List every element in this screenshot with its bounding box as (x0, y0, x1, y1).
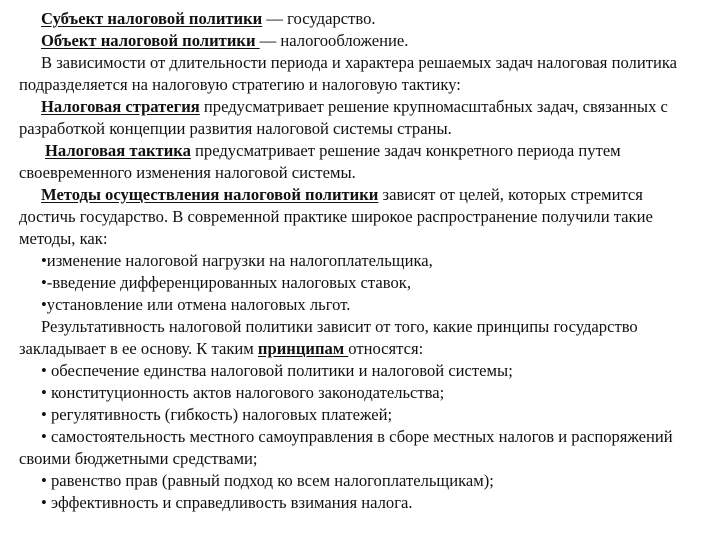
tactics-keyword: Налоговая тактика (45, 141, 191, 160)
principles-paragraph (19, 316, 703, 360)
principle-item: • эффективность и справедливость взимания налога. (41, 493, 413, 512)
tactics-text: предусматривает решение задач конкретного периода путем своевременного изменения налоговой системы. (19, 141, 621, 182)
principles-text-after: относятся: (348, 339, 424, 358)
methods-paragraph (19, 184, 703, 250)
subject-line (19, 8, 703, 30)
classification-paragraph: В зависимости от длительности периода и характера решаемых задач налоговая политика подразделяется на налоговую стратегию и налоговую тактику: (19, 53, 678, 94)
strategy-keyword: Налоговая стратегия (41, 97, 200, 116)
principle-item: • самостоятельность местного самоуправления в сборе местных налогов и распоряжений своими бюджетными средствами; (19, 427, 673, 468)
subject-keyword: Субъект налоговой политики (41, 9, 263, 28)
document-body (19, 8, 703, 514)
tactics-paragraph (19, 140, 703, 184)
object-line (19, 30, 703, 52)
principle-item: • обеспечение единства налоговой политики и налоговой системы; (41, 361, 513, 380)
methods-keyword: Методы осуществления налоговой политики (41, 185, 379, 204)
method-item: •изменение налоговой нагрузки на налогоплательщика, (41, 251, 433, 270)
subject-text: — государство. (262, 9, 376, 28)
principle-item: • равенство прав (равный подход ко всем налогоплательщикам); (41, 471, 494, 490)
principles-text-before: Результативность налоговой политики зависит от того, какие принципы государство закладывает в ее основу. К таким (19, 317, 638, 358)
principle-item: • конституционность актов налогового законодательства; (41, 383, 445, 402)
object-keyword: Объект налоговой политики (41, 31, 260, 50)
strategy-paragraph (19, 96, 703, 140)
principle-item: • регулятивность (гибкость) налоговых платежей; (41, 405, 393, 424)
method-item: •-введение дифференцированных налоговых ставок, (41, 273, 411, 292)
methods-text: зависят от целей, которых стремится достичь государство. В современной практике широкое распространение получили такие методы, как: (19, 185, 653, 248)
strategy-text: предусматривает решение крупномасштабных задач, связанных с разработкой концепции развития налоговой системы страны. (19, 97, 668, 138)
object-text: — налогообложение. (259, 31, 409, 50)
method-item: •установление или отмена налоговых льгот. (41, 295, 351, 314)
principles-keyword: принципам (257, 339, 349, 358)
